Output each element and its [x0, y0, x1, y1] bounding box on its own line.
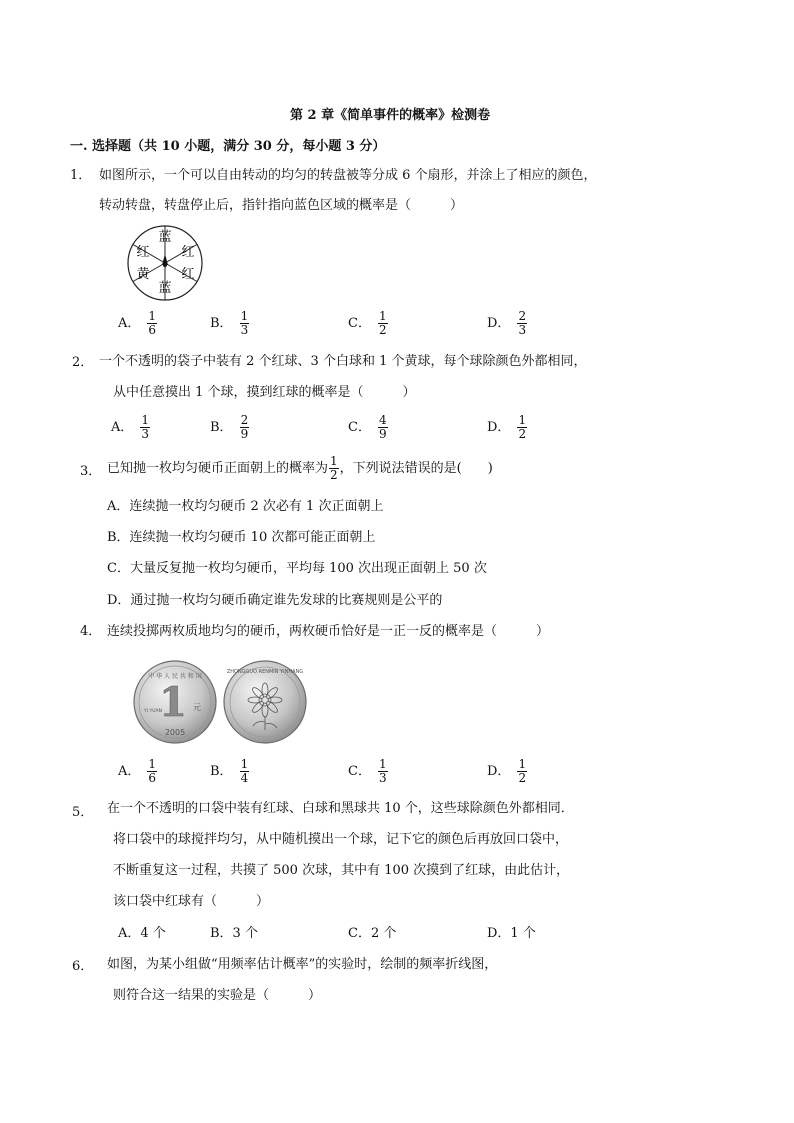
option-a[interactable]: A．4 个 [118, 926, 166, 941]
option-b[interactable]: B． $\frac{1}{3}$ [210, 309, 249, 337]
option-c[interactable]: C． $\frac{4}{9}$ [348, 413, 387, 441]
option-c[interactable]: C．2 个 [348, 926, 397, 941]
question-text: 不断重复这一过程，共摸了 500 次球，其中有 100 次摸到了红球，由此估计， [113, 863, 570, 878]
option-d[interactable]: D． $\frac{1}{2}$ [487, 757, 527, 785]
sector-label: 红 [181, 267, 195, 282]
question-number: 3． [80, 464, 102, 479]
section-heading: 一. 选择题（共 10 小题，满分 30 分，每小题 3 分） [70, 139, 386, 154]
sector-label: 蓝 [158, 281, 172, 296]
question-number: 1． [70, 168, 92, 183]
option-c[interactable]: C．大量反复抛一枚均匀硬币，平均每 100 次出现正面朝上 50 次 [107, 561, 487, 576]
option-b[interactable]: B．连续抛一枚均匀硬币 10 次都可能正面朝上 [107, 530, 376, 545]
page-title: 第 2 章《简单事件的概率》检测卷 [290, 108, 491, 123]
question-text: 则符合这一结果的实验是（ ） [113, 988, 322, 1003]
svg-text:YI YUAN: YI YUAN [144, 709, 162, 714]
question-text: 该口袋中红球有（ ） [113, 894, 270, 909]
option-b[interactable]: B．3 个 [210, 926, 258, 941]
question-text: 已知抛一枚均匀硬币正面朝上的概率为 $\frac{1}{2}$ ，下列说法错误的是( ) [107, 454, 493, 482]
svg-text:ZHONGGUO RENMIN YINHANG: ZHONGGUO RENMIN YINHANG [226, 669, 304, 675]
sector-label: 红 [136, 245, 150, 260]
question-text: 将口袋中的球搅拌均匀，从中随机摸出一个球，记下它的颜色后再放回口袋中， [113, 832, 569, 847]
question-text: 连续投掷两枚质地均匀的硬币，两枚硬币恰好是一正一反的概率是（ ） [107, 624, 550, 639]
option-b[interactable]: B． $\frac{1}{4}$ [210, 757, 249, 785]
option-c[interactable]: C． $\frac{1}{3}$ [348, 757, 387, 785]
question-number: 4． [80, 624, 102, 639]
option-a[interactable]: A． $\frac{1}{6}$ [118, 309, 157, 337]
question-text: 一个不透明的袋子中装有 2 个红球、3 个白球和 1 个黄球，每个球除颜色外都相同， [99, 354, 587, 369]
option-d[interactable]: D．1 个 [487, 926, 536, 941]
svg-text:元: 元 [193, 703, 201, 712]
sector-label: 蓝 [158, 230, 172, 245]
sector-label: 红 [181, 245, 195, 260]
question-text: 转动转盘，转盘停止后，指针指向蓝色区域的概率是（ ） [99, 198, 464, 213]
sector-label: 黄 [136, 267, 150, 282]
option-a[interactable]: A．连续抛一枚均匀硬币 2 次必有 1 次正面朝上 [107, 499, 384, 514]
question-text: 从中任意摸出 1 个球，摸到红球的概率是（ ） [113, 385, 416, 400]
option-b[interactable]: B． $\frac{2}{9}$ [210, 413, 249, 441]
svg-text:2005: 2005 [164, 728, 186, 737]
option-d[interactable]: D．通过抛一枚均匀硬币确定谁先发球的比赛规则是公平的 [107, 593, 443, 608]
option-a[interactable]: A． $\frac{1}{6}$ [118, 757, 157, 785]
option-a[interactable]: A． $\frac{1}{3}$ [111, 413, 150, 441]
spinner-figure [124, 225, 206, 303]
svg-text:中 华 人 民 共 和 国: 中 华 人 民 共 和 国 [148, 673, 202, 680]
question-text: 如图，为某小组做“用频率估计概率”的实验时，绘制的频率折线图， [107, 957, 498, 972]
option-d[interactable]: D． $\frac{2}{3}$ [487, 309, 527, 337]
question-number: 6． [72, 959, 94, 974]
coin-back-image [223, 660, 308, 745]
svg-text:1: 1 [159, 679, 187, 726]
question-text: 在一个不透明的口袋中装有红球、白球和黑球共 10 个，这些球除颜色外都相同． [107, 801, 574, 816]
question-number: 2． [72, 355, 94, 370]
question-number: 5． [72, 805, 94, 820]
question-text: 如图所示，一个可以自由转动的均匀的转盘被等分成 6 个扇形，并涂上了相应的颜色， [99, 168, 597, 183]
option-c[interactable]: C． $\frac{1}{2}$ [348, 309, 387, 337]
option-d[interactable]: D． $\frac{1}{2}$ [487, 413, 527, 441]
coin-front-image [133, 660, 218, 745]
